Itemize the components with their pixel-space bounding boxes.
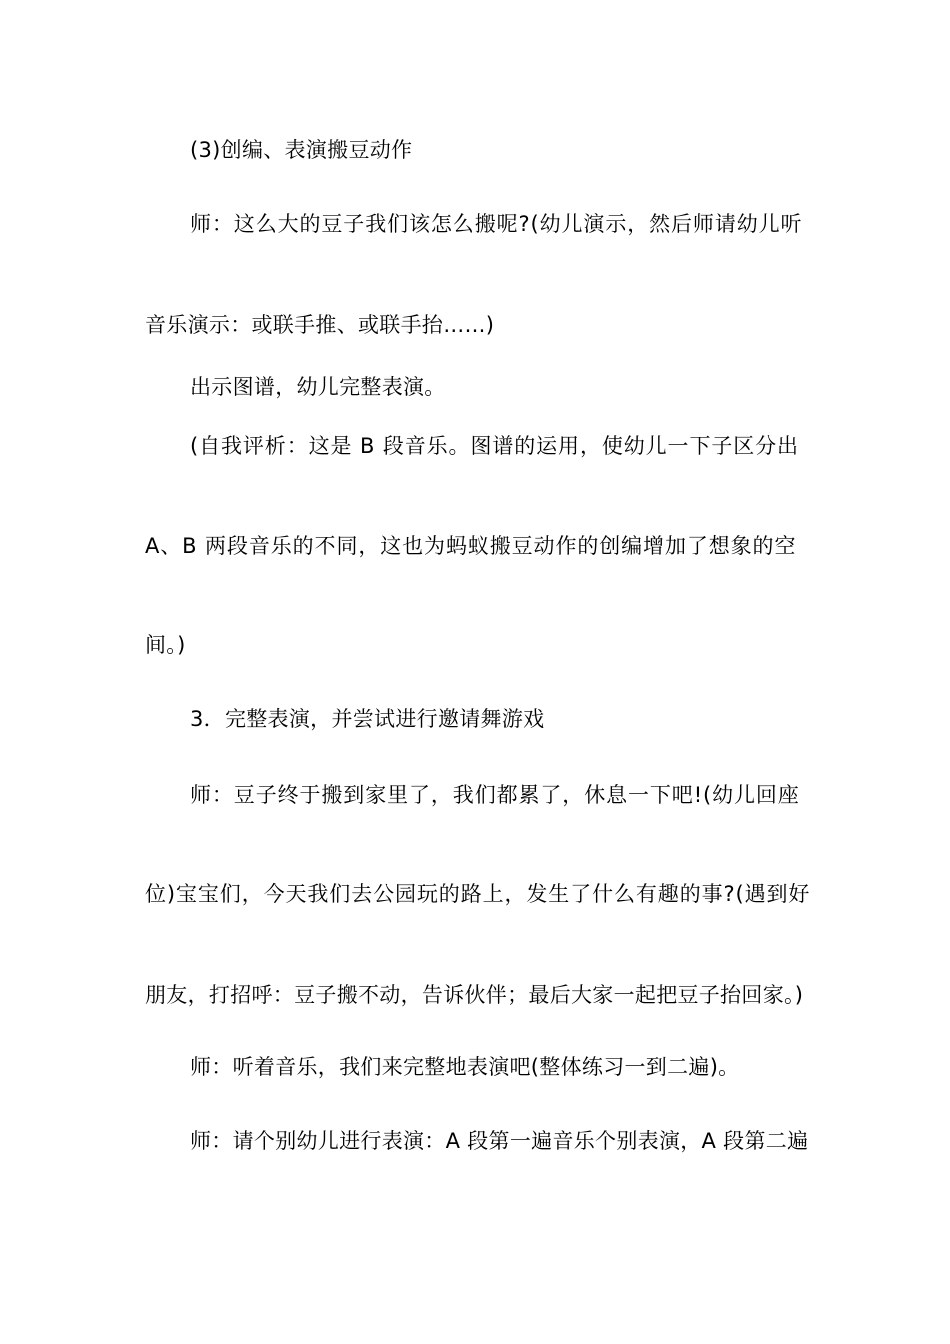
self-evaluation-paragraph-line-1: (自我评析：这是 B 段音乐。图谱的运用，使幼儿一下子区分出	[190, 434, 799, 458]
teacher-music-paragraph: 师：听着音乐，我们来完整地表演吧(整体练习一到二遍)。	[190, 1055, 740, 1079]
show-chart-paragraph: 出示图谱，幼儿完整表演。	[190, 375, 446, 399]
teacher-question-paragraph-line-2: 音乐演示：或联手推、或联手抬……)	[145, 313, 495, 337]
teacher-rest-paragraph-line-3: 朋友，打招呼：豆子搬不动，告诉伙伴；最后大家一起把豆子抬回家。)	[145, 983, 804, 1007]
teacher-question-paragraph-line-1: 师：这么大的豆子我们该怎么搬呢?(幼儿演示，然后师请幼儿听	[190, 212, 803, 236]
section-heading-create-perform: (3)创编、表演搬豆动作	[190, 138, 413, 162]
teacher-rest-paragraph-line-1: 师：豆子终于搬到家里了，我们都累了，休息一下吧!(幼儿回座	[190, 783, 800, 807]
teacher-individual-paragraph-line-1: 师：请个别幼儿进行表演：A 段第一遍音乐个别表演，A 段第二遍	[190, 1129, 809, 1153]
section-heading-invitation-dance: 3．完整表演，并尝试进行邀请舞游戏	[190, 707, 545, 731]
self-evaluation-paragraph-line-2: A、B 两段音乐的不同，这也为蚂蚁搬豆动作的创编增加了想象的空	[145, 534, 797, 558]
teacher-rest-paragraph-line-2: 位)宝宝们，今天我们去公园玩的路上，发生了什么有趣的事?(遇到好	[145, 882, 811, 906]
self-evaluation-paragraph-line-3: 间。)	[145, 633, 186, 657]
